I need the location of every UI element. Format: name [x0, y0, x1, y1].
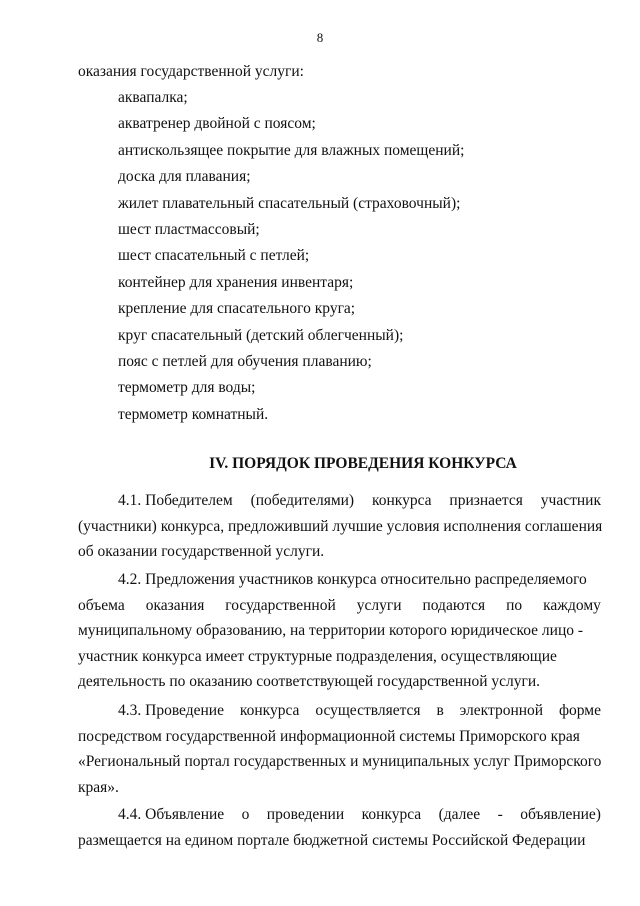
word: электронной	[459, 702, 544, 719]
line-text: 4.2. Предложения участников конкурса относительно распределяемого	[118, 571, 587, 588]
list-item: антискользящее покрытие для влажных помещений;	[118, 141, 465, 159]
line-text: об оказании государственной услуги.	[78, 543, 325, 560]
word: объема	[78, 596, 125, 614]
line-text: края».	[78, 778, 119, 796]
word: участник	[540, 492, 601, 509]
word: объявление)	[520, 806, 601, 823]
list-item: крепление для спасательного круга;	[118, 300, 356, 318]
list-item: пояс с петлей для обучения плаванию;	[118, 352, 372, 370]
list-item: шест пластмассовый;	[118, 220, 260, 238]
word: о	[241, 806, 250, 823]
paragraph-line	[78, 539, 601, 565]
list-item: термометр комнатный.	[118, 405, 269, 423]
paragraph-4-4	[78, 802, 601, 853]
word: 4.1. Победителем	[118, 492, 233, 509]
line-text: муниципальному образованию, на территории которого юридическое лицо -	[78, 622, 584, 639]
list-item: круг спасательный (детский облегченный);	[118, 326, 404, 344]
line-text: размещается на едином портале бюджетной системы Российской Федерации	[78, 831, 586, 849]
line-text: участник конкурса имеет структурные подразделения, осуществляющие	[78, 647, 557, 665]
word: государственной	[225, 596, 336, 614]
intro-line: оказания государственной услуги:	[78, 63, 304, 80]
word: (победителями)	[250, 492, 355, 509]
list-item: акватренер двойной с поясом;	[118, 115, 316, 133]
word: конкурса	[361, 806, 422, 823]
paragraph-line	[78, 514, 601, 540]
word: 4.3. Проведение	[118, 702, 224, 719]
word: конкурса	[239, 702, 300, 719]
paragraph-line	[78, 724, 601, 750]
word: признается	[449, 492, 523, 509]
line-text: (участники) конкурса, предложивший лучшие условия исполнения соглашения	[78, 517, 603, 535]
paragraph-line	[78, 775, 601, 801]
paragraph-line	[78, 644, 601, 670]
word: конкурса	[371, 492, 432, 509]
paragraph-line	[78, 749, 601, 775]
word: по	[506, 596, 523, 614]
word: услуги	[356, 596, 402, 614]
section-title: IV. ПОРЯДОК ПРОВЕДЕНИЯ КОНКУРСА	[209, 455, 517, 472]
paragraph-line	[78, 828, 601, 854]
line-text: деятельность по оказанию соответствующей государственной услуги.	[78, 673, 541, 690]
word: -	[497, 806, 503, 823]
word: в	[436, 702, 444, 719]
list-item: шест спасательный с петлей;	[118, 247, 310, 265]
word: проведении	[266, 806, 345, 823]
page-number: 8	[316, 30, 324, 45]
paragraph-4-2	[78, 567, 601, 695]
paragraph-4-1	[78, 488, 601, 565]
paragraph-line	[78, 488, 601, 514]
list-item: термометр для воды;	[118, 379, 256, 397]
word: подаются	[422, 596, 486, 614]
list-item: доска для плавания;	[118, 168, 251, 186]
word: форме	[558, 702, 601, 719]
paragraph-line	[78, 593, 601, 619]
paragraph-line	[78, 567, 601, 593]
paragraph-line	[78, 698, 601, 724]
line-text: «Региональный портал государственных и муниципальных услуг Приморского	[78, 753, 602, 770]
word: (далее	[438, 806, 481, 823]
paragraph-4-3	[78, 698, 601, 800]
word: каждому	[543, 596, 601, 614]
line-text: посредством государственной информационной системы Приморского края	[78, 727, 580, 745]
paragraph-line	[78, 802, 601, 828]
equipment-list	[118, 88, 464, 431]
word: оказания	[145, 596, 205, 614]
list-item: жилет плавательный спасательный (страховочный);	[118, 194, 461, 212]
paragraph-line	[78, 669, 601, 695]
word: осуществляется	[315, 702, 421, 719]
paragraph-line	[78, 618, 601, 644]
word: 4.4. Объявление	[118, 806, 225, 823]
list-item: аквапалка;	[118, 89, 188, 106]
list-item: контейнер для хранения инвентаря;	[118, 273, 354, 291]
